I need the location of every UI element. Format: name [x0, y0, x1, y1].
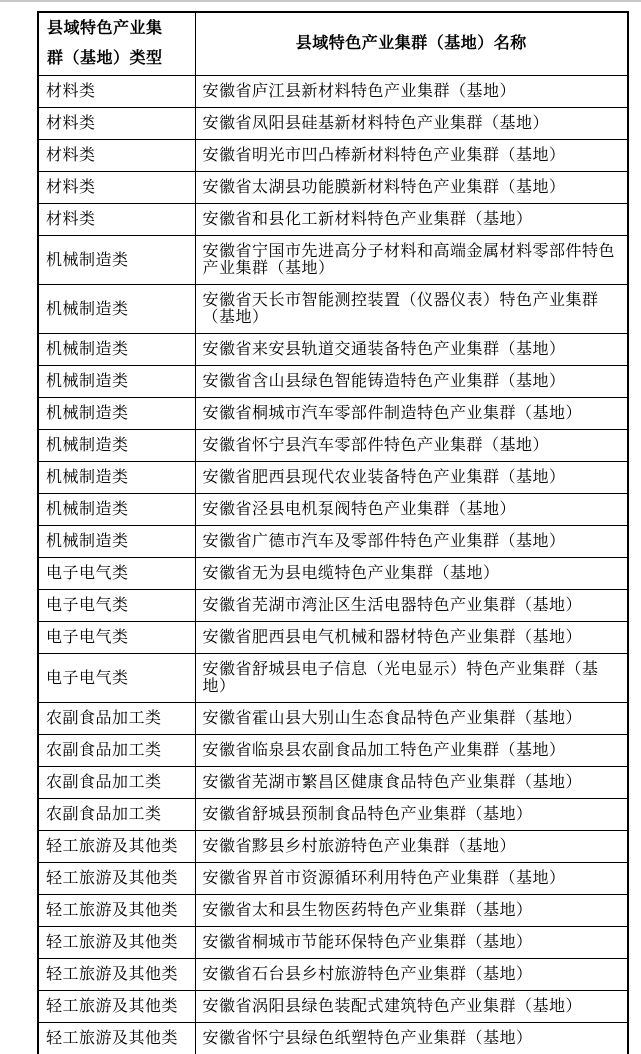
table-row: [38, 236, 628, 285]
cluster-type-cell: 机械制造类: [38, 334, 195, 366]
cluster-name-cell: 安徽省怀宁县绿色纸塑特色产业集群（基地）: [195, 1023, 628, 1054]
cluster-type-cell: 机械制造类: [38, 494, 195, 526]
table-row: [38, 863, 628, 895]
table-row: [38, 204, 628, 236]
table-row: [38, 558, 628, 590]
cluster-name-cell: 安徽省肥西县电气机械和器材特色产业集群（基地）: [195, 622, 628, 654]
cluster-type-cell: 机械制造类: [38, 236, 195, 285]
table-row: [38, 285, 628, 334]
cluster-type-cell: 农副食品加工类: [38, 703, 195, 735]
cluster-type-cell: 材料类: [38, 172, 195, 204]
table-row: [38, 654, 628, 703]
table-row: [38, 366, 628, 398]
cluster-name-cell: 安徽省桐城市节能环保特色产业集群（基地）: [195, 927, 628, 959]
industry-cluster-table: [37, 11, 629, 1054]
table-row: [38, 108, 628, 140]
table-row: [38, 799, 628, 831]
table-row: [38, 767, 628, 799]
table-row: [38, 430, 628, 462]
cluster-type-cell: 轻工旅游及其他类: [38, 1023, 195, 1054]
table-row: [38, 76, 628, 108]
cluster-name-cell: 安徽省来安县轨道交通装备特色产业集群（基地）: [195, 334, 628, 366]
cluster-name-cell: 安徽省涡阳县绿色装配式建筑特色产业集群（基地）: [195, 991, 628, 1023]
cluster-name-cell: 安徽省太和县生物医药特色产业集群（基地）: [195, 895, 628, 927]
cluster-type-cell: 机械制造类: [38, 526, 195, 558]
cluster-type-cell: 轻工旅游及其他类: [38, 863, 195, 895]
table-row: [38, 927, 628, 959]
cluster-name-cell: 安徽省舒城县预制食品特色产业集群（基地）: [195, 799, 628, 831]
cluster-name-cell: 安徽省黟县乡村旅游特色产业集群（基地）: [195, 831, 628, 863]
table-row: [38, 140, 628, 172]
cluster-name-cell: 安徽省芜湖市湾沚区生活电器特色产业集群（基地）: [195, 590, 628, 622]
table-row: [38, 462, 628, 494]
cluster-type-cell: 电子电气类: [38, 622, 195, 654]
cluster-name-cell: 安徽省石台县乡村旅游特色产业集群（基地）: [195, 959, 628, 991]
table-row: [38, 334, 628, 366]
cluster-type-cell: 轻工旅游及其他类: [38, 959, 195, 991]
cluster-type-cell: 材料类: [38, 140, 195, 172]
table-body: [38, 76, 628, 1054]
cluster-name-cell: 安徽省广德市汽车及零部件特色产业集群（基地）: [195, 526, 628, 558]
cluster-name-cell: 安徽省霍山县大别山生态食品特色产业集群（基地）: [195, 703, 628, 735]
header-cell-cluster-name: 县域特色产业集群（基地）名称: [195, 12, 628, 76]
cluster-name-cell: 安徽省凤阳县硅基新材料特色产业集群（基地）: [195, 108, 628, 140]
cluster-type-cell: 轻工旅游及其他类: [38, 991, 195, 1023]
cluster-type-cell: 机械制造类: [38, 366, 195, 398]
table-row: [38, 590, 628, 622]
table-row: [38, 1023, 628, 1054]
cluster-name-cell: 安徽省怀宁县汽车零部件特色产业集群（基地）: [195, 430, 628, 462]
table-row: [38, 172, 628, 204]
cluster-name-cell: 安徽省临泉县农副食品加工特色产业集群（基地）: [195, 735, 628, 767]
cluster-name-cell: 安徽省庐江县新材料特色产业集群（基地）: [195, 76, 628, 108]
table-row: [38, 622, 628, 654]
cluster-type-cell: 材料类: [38, 108, 195, 140]
cluster-name-cell: 安徽省明光市凹凸棒新材料特色产业集群（基地）: [195, 140, 628, 172]
cluster-type-cell: 电子电气类: [38, 590, 195, 622]
cluster-type-cell: 轻工旅游及其他类: [38, 831, 195, 863]
table-row: [38, 735, 628, 767]
table-row: [38, 991, 628, 1023]
header-cell-cluster-type: 县域特色产业集群（基地）类型: [38, 12, 195, 76]
cluster-name-cell: 安徽省和县化工新材料特色产业集群（基地）: [195, 204, 628, 236]
table-header-row: [38, 12, 628, 76]
cluster-name-cell: 安徽省舒城县电子信息（光电显示）特色产业集群（基地）: [195, 654, 628, 703]
cluster-type-cell: 机械制造类: [38, 430, 195, 462]
table-row: [38, 959, 628, 991]
table-row: [38, 494, 628, 526]
cluster-type-cell: 农副食品加工类: [38, 767, 195, 799]
cluster-name-cell: 安徽省桐城市汽车零部件制造特色产业集群（基地）: [195, 398, 628, 430]
cluster-name-cell: 安徽省太湖县功能膜新材料特色产业集群（基地）: [195, 172, 628, 204]
table-row: [38, 831, 628, 863]
cluster-name-cell: 安徽省肥西县现代农业装备特色产业集群（基地）: [195, 462, 628, 494]
cluster-type-cell: 材料类: [38, 76, 195, 108]
cluster-name-cell: 安徽省芜湖市繁昌区健康食品特色产业集群（基地）: [195, 767, 628, 799]
cluster-type-cell: 农副食品加工类: [38, 799, 195, 831]
cluster-type-cell: 材料类: [38, 204, 195, 236]
table-row: [38, 526, 628, 558]
cluster-name-cell: 安徽省含山县绿色智能铸造特色产业集群（基地）: [195, 366, 628, 398]
screenshot-top-edge: [0, 0, 641, 2]
cluster-name-cell: 安徽省泾县电机泵阀特色产业集群（基地）: [195, 494, 628, 526]
cluster-type-cell: 轻工旅游及其他类: [38, 927, 195, 959]
table-row: [38, 703, 628, 735]
cluster-name-cell: 安徽省宁国市先进高分子材料和高端金属材料零部件特色产业集群（基地）: [195, 236, 628, 285]
cluster-type-cell: 电子电气类: [38, 558, 195, 590]
cluster-type-cell: 机械制造类: [38, 398, 195, 430]
cluster-name-cell: 安徽省天长市智能测控装置（仪器仪表）特色产业集群（基地）: [195, 285, 628, 334]
cluster-type-cell: 轻工旅游及其他类: [38, 895, 195, 927]
cluster-type-cell: 机械制造类: [38, 285, 195, 334]
cluster-type-cell: 机械制造类: [38, 462, 195, 494]
cluster-type-cell: 电子电气类: [38, 654, 195, 703]
table-row: [38, 895, 628, 927]
cluster-type-cell: 农副食品加工类: [38, 735, 195, 767]
table-row: [38, 398, 628, 430]
cluster-name-cell: 安徽省无为县电缆特色产业集群（基地）: [195, 558, 628, 590]
cluster-name-cell: 安徽省界首市资源循环利用特色产业集群（基地）: [195, 863, 628, 895]
